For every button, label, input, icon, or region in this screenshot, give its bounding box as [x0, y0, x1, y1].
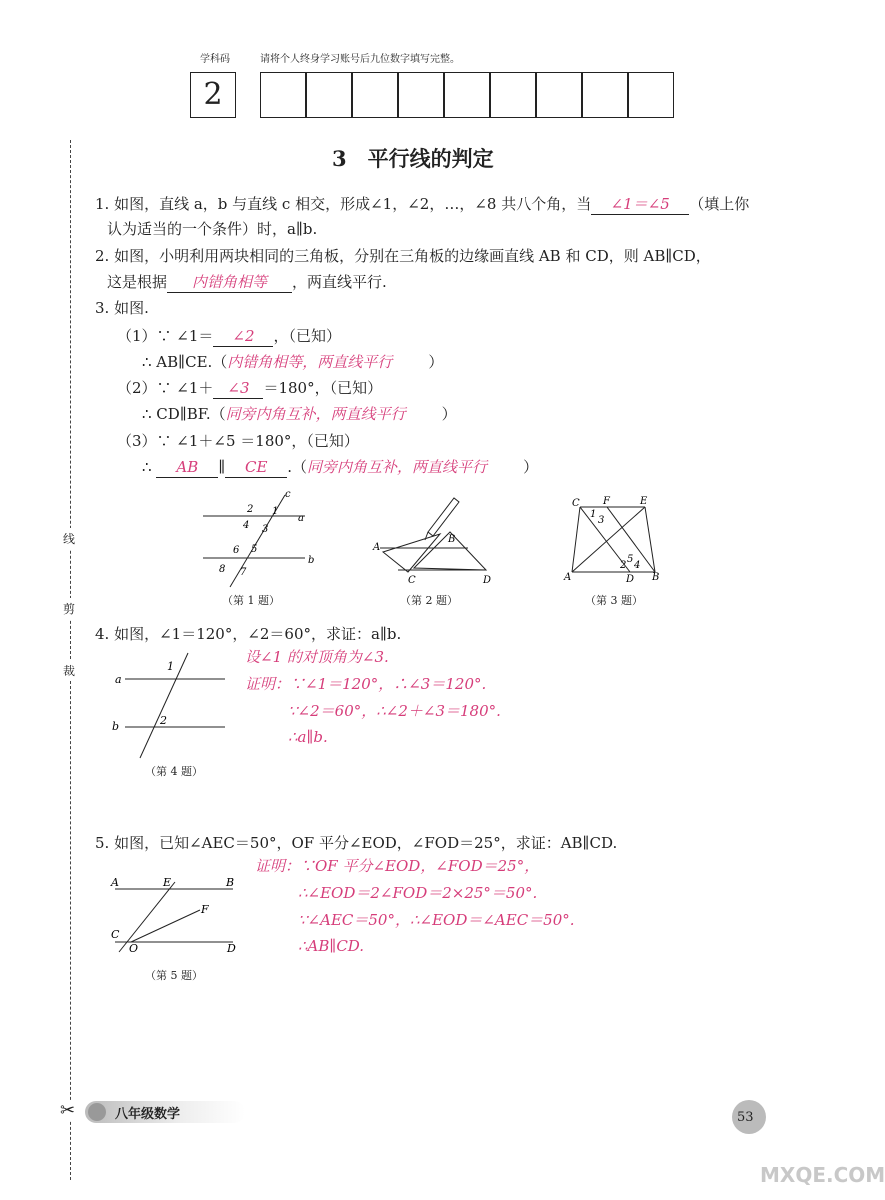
q3-p3-blank2[interactable]: [225, 457, 287, 478]
f4-label-a: a: [115, 673, 122, 686]
f4-label-b: b: [112, 720, 120, 733]
question-2: 2. 如图，小明利用两块相同的三角板，分别在三角板的边缘画直线 AB 和 CD，则 AB∥CD，: [95, 247, 711, 265]
f3-angle-3: 3: [598, 515, 605, 526]
f3-angle-5: 5: [627, 554, 634, 565]
q3-p3-text: .（: [287, 458, 308, 476]
f3-label-B: B: [652, 572, 660, 583]
f4-angle-2: 2: [160, 714, 167, 727]
f5-label-B: B: [226, 876, 235, 889]
q3-p3-answer2: CE: [245, 458, 268, 476]
figure-4: [110, 648, 235, 763]
margin-label-jian: 剪: [63, 598, 75, 619]
q3-part3-conclusion: [142, 457, 538, 478]
f1-angle-7: 7: [240, 567, 247, 578]
figure-1-caption: （第 1 题）: [222, 594, 280, 607]
q3-part2-conclusion: [142, 404, 457, 424]
f2-label-C: C: [408, 575, 416, 586]
subject-code-label: 学科码: [200, 54, 230, 65]
q3-p1-close: ）: [428, 353, 444, 371]
q3-p3-answer1: AB: [176, 458, 199, 476]
q3-p2-conclusion: ∴ CD∥BF.（: [142, 405, 226, 423]
q2-answer: 内错角相等: [192, 273, 268, 291]
digit-cell[interactable]: [582, 72, 628, 118]
q1-answer: ∠1＝∠5: [610, 195, 670, 213]
f3-angle-2: 2: [620, 560, 627, 571]
digit-cell[interactable]: [260, 72, 306, 118]
figure-1: [195, 485, 320, 590]
figure-3-caption: （第 3 题）: [585, 594, 643, 607]
q2-line2: [107, 272, 387, 293]
f1-label-a: a: [298, 513, 304, 524]
f1-angle-3: 3: [262, 524, 269, 535]
q3-p1-text: （1）∵ ∠1＝: [117, 327, 214, 345]
q3-part1: [117, 326, 341, 347]
f1-angle-4: 4: [243, 520, 250, 531]
q3-p3-therefore: ∴: [142, 458, 152, 476]
f1-angle-8: 8: [219, 564, 226, 575]
digit-cell[interactable]: [352, 72, 398, 118]
f1-angle-1: 1: [272, 506, 279, 517]
q2-text-c: ，两直线平行.: [292, 273, 387, 291]
q1-text-b: （填上你: [689, 195, 750, 213]
q4-solution-line4: ∴a∥b.: [288, 728, 328, 746]
f5-label-D: D: [227, 942, 236, 955]
f3-label-C: C: [572, 498, 580, 509]
q4-solution-line3: ∵∠2＝60°，∴∠2＋∠3＝180°.: [288, 702, 501, 720]
q5-solution-line4: ∴AB∥CD.: [298, 937, 365, 955]
f3-angle-1: 1: [590, 509, 597, 520]
f5-label-O: O: [129, 942, 139, 955]
f4-angle-1: 1: [167, 660, 174, 673]
scissors-icon: ✂: [60, 1100, 76, 1121]
question-5: 5. 如图，已知∠AEC＝50°，OF 平分∠EOD，∠FOD＝25°，求证：AB∥CD.: [95, 834, 618, 852]
page-number: 53: [737, 1110, 754, 1125]
f3-label-F: F: [603, 496, 610, 507]
q2-answer-blank[interactable]: [167, 272, 292, 293]
footer-circle-icon: [88, 1103, 106, 1121]
f1-label-c: c: [285, 489, 291, 500]
f1-angle-5: 5: [251, 544, 258, 555]
question-3: 3. 如图.: [95, 299, 149, 317]
f3-label-E: E: [640, 496, 648, 507]
margin-label-cai: 裁: [63, 660, 75, 681]
margin-label-xian: 线: [63, 528, 75, 549]
f2-label-B: B: [448, 534, 456, 545]
section-title: 3 平行线的判定: [332, 146, 494, 171]
question-4: 4. 如图，∠1＝120°，∠2＝60°，求证：a∥b.: [95, 625, 402, 643]
q3-p3-reason: 同旁内角互补，两直线平行: [307, 458, 488, 476]
subject-code-box[interactable]: 2: [190, 72, 236, 118]
f5-label-C: C: [111, 928, 120, 941]
q3-p2-answer: ∠3: [227, 379, 250, 397]
question-1: [95, 194, 749, 215]
q3-p2-reason: 同旁内角互补，两直线平行: [225, 405, 406, 423]
digit-cell[interactable]: [536, 72, 582, 118]
q5-solution-line1: 证明：∵OF 平分∠EOD，∠FOD＝25°，: [255, 857, 540, 875]
q3-part3: （3）∵ ∠1＋∠5 ＝180°，（已知）: [117, 432, 359, 450]
digit-cell[interactable]: [398, 72, 444, 118]
q3-p2-text: （2）∵ ∠1＋: [117, 379, 214, 397]
q3-p1-blank[interactable]: [213, 326, 273, 347]
f1-angle-2: 2: [247, 504, 254, 515]
footer-book-title: 八年级数学: [115, 1107, 181, 1122]
q4-solution-line2: 证明：∵∠1＝120°，∴∠3＝120°.: [245, 675, 487, 693]
q3-p1-given: ，（已知）: [273, 327, 341, 345]
f2-label-D: D: [483, 575, 492, 586]
f1-angle-6: 6: [233, 545, 240, 556]
q4-solution-line1: 设∠1 的对顶角为∠3.: [245, 648, 389, 666]
f5-label-F: F: [201, 903, 209, 916]
q3-p2-close: ）: [441, 405, 457, 423]
figure-5: [105, 868, 245, 968]
watermark-text: MXQE.COM: [760, 1163, 885, 1187]
f3-angle-4: 4: [634, 560, 641, 571]
f1-label-b: b: [308, 555, 315, 566]
q2-text-b: 这是根据: [107, 273, 168, 291]
q1-text: 1. 如图，直线 a，b 与直线 c 相交，形成∠1，∠2，…，∠8 共八个角，当: [95, 195, 592, 213]
f3-label-D: D: [626, 574, 635, 585]
figure-4-caption: （第 4 题）: [145, 765, 203, 778]
q5-solution-line2: ∴∠EOD＝2∠FOD＝2×25°＝50°.: [298, 884, 538, 902]
figure-2-caption: （第 2 题）: [400, 594, 458, 607]
q3-p1-answer: ∠2: [232, 327, 255, 345]
f2-label-A: A: [373, 542, 381, 553]
figure-5-caption: （第 5 题）: [145, 969, 203, 982]
digit-cell[interactable]: [306, 72, 352, 118]
q3-p3-close: ）: [523, 458, 539, 476]
digit-cell[interactable]: [444, 72, 490, 118]
f3-label-A: A: [564, 572, 572, 583]
f5-label-A: A: [111, 876, 119, 889]
digit-cell[interactable]: [628, 72, 674, 118]
q1-line2: 认为适当的一个条件）时，a∥b.: [107, 220, 318, 238]
f5-label-E: E: [163, 876, 172, 889]
q3-p1-conclusion: ∴ AB∥CE.（: [142, 353, 228, 371]
q3-p2-blank[interactable]: [213, 378, 263, 399]
figure-2: [368, 490, 498, 590]
account-number-grid: [260, 72, 674, 118]
q3-part2: [117, 378, 382, 399]
instruction-text: 请将个人终身学习账号后九位数字填写完整。: [260, 54, 460, 65]
q3-p1-reason: 内错角相等，两直线平行: [227, 353, 393, 371]
digit-cell[interactable]: [490, 72, 536, 118]
q5-solution-line3: ∵∠AEC＝50°，∴∠EOD＝∠AEC＝50°.: [298, 911, 575, 929]
q1-answer-blank[interactable]: [591, 194, 689, 215]
q3-p2-given: ＝180°，（已知）: [263, 379, 383, 397]
q3-p3-parallel: ∥: [218, 458, 226, 476]
q3-p3-blank1[interactable]: [156, 457, 218, 478]
figure-3: [560, 490, 670, 590]
q3-part1-conclusion: [142, 352, 443, 372]
